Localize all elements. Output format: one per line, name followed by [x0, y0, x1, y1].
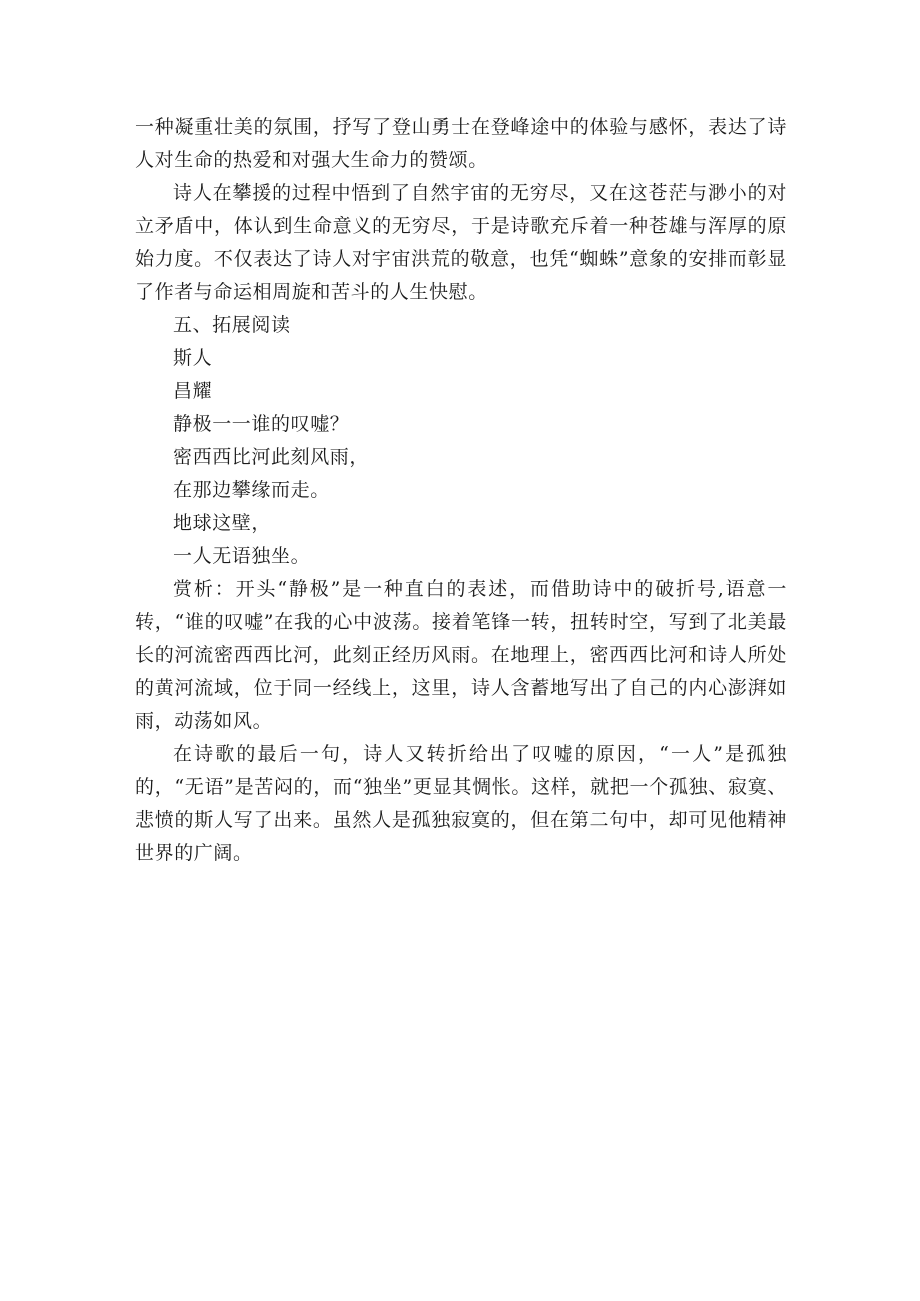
paragraph-continued: 一种凝重壮美的氛围，抒写了登山勇士在登峰途中的体验与感怀，表达了诗人对生命的热爱和对强大生命力的赞颂。: [135, 116, 787, 171]
poem-line: 静极一一谁的叹嘘？: [173, 413, 350, 435]
section-heading: 五、拓展阅读: [173, 314, 291, 336]
poem-line: 一人无语独坐。: [173, 545, 311, 567]
analysis-paragraph: 赏析：开头“静极”是一种直白的表述，而借助诗中的破折号,语意一转，“谁的叹嘘”在我的心中波荡。接着笔锋一转，扭转时空，写到了北美最长的河流密西西比河，此刻正经历风雨。在地理上，密西西比河和诗人所处的黄河流域，位于同一经线上，这里，诗人含蓄地写出了自己的内心澎湃如雨，动荡如风。: [135, 578, 787, 732]
poem-line: 密西西比河此刻风雨，: [173, 446, 370, 468]
paragraph-poet-insight: 诗人在攀援的过程中悟到了自然宇宙的无穷尽，又在这苍茫与渺小的对立矛盾中，体认到生命意义的无穷尽，于是诗歌充斥着一种苍雄与浑厚的原始力度。不仅表达了诗人对宇宙洪荒的敬意，也凭“蜘蛛”意象的安排而彰显了作者与命运相周旋和苦斗的人生快慰。: [135, 182, 787, 303]
document-body: [135, 111, 787, 870]
poem-line: 地球这壁，: [173, 512, 272, 534]
analysis-paragraph: 在诗歌的最后一句，诗人又转折给出了叹嘘的原因，“一人”是孤独的，“无语”是苦闷的，而“独坐”更显其惆怅。这样，就把一个孤独、寂寞、悲愤的斯人写了出来。虽然人是孤独寂寞的，但在第二句中，却可见他精神世界的广阔。: [135, 743, 787, 864]
poem-author: 昌耀: [173, 380, 213, 402]
poem-title: 斯人: [173, 347, 213, 369]
poem-line: 在那边攀缘而走。: [173, 479, 330, 501]
